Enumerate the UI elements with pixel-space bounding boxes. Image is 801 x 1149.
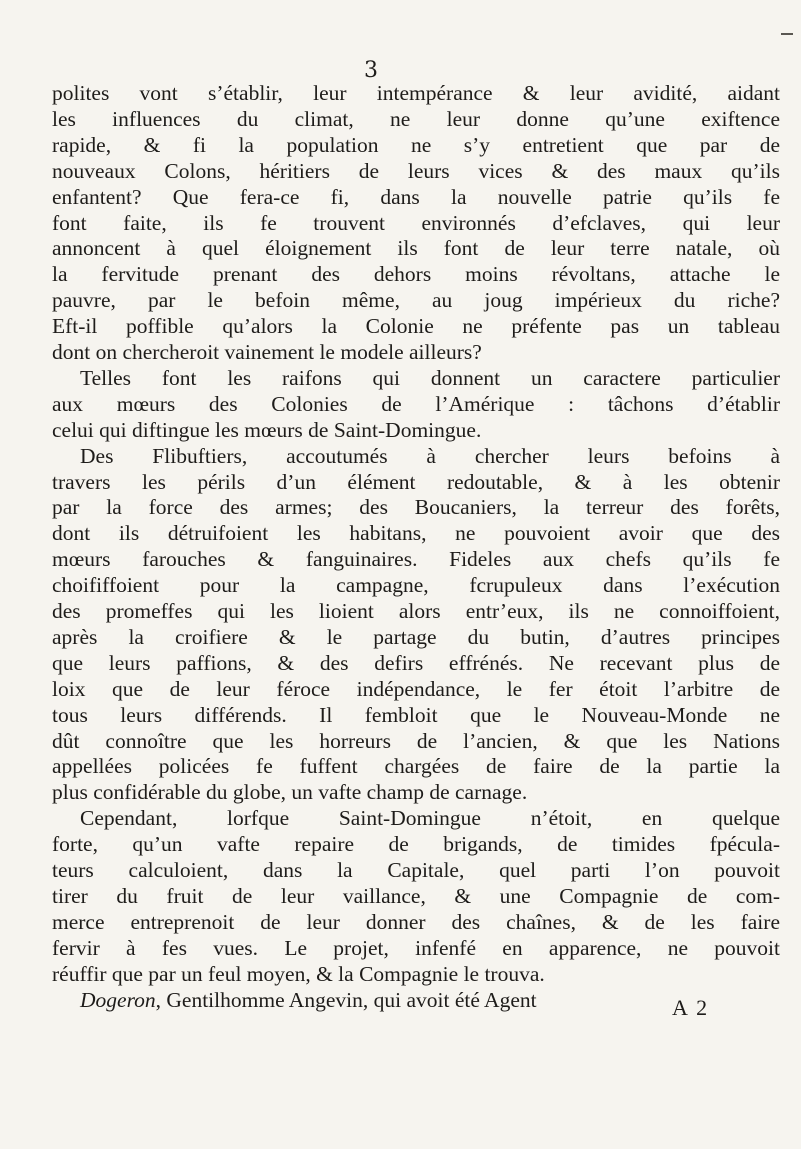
text-line: teurs calculoient, dans la Capitale, quel parti l’on pouvoit [52,858,780,882]
text-line: aux mœurs des Colonies de l’Amérique : tâchons d’établir [52,391,780,416]
text-line: pauvre, par le befoin même, au joug impérieux du riche? [52,288,780,313]
text-line: celui qui diftingue les mœurs de Saint-Domingue. [52,417,482,442]
text-line: que leurs paffions, & des defirs effrénés. Ne recevant plus de [52,650,780,675]
text-line: choififfoient pour la campagne, fcrupuleux dans l’exécution [52,573,780,598]
text-line: nouveaux Colons, héritiers de leurs vices & des maux qu’ils [52,158,780,183]
text-line: Des Flibuftiers, accoutumés à chercher leurs befoins à [80,443,780,468]
text-line: plus confidérable du globe, un vafte champ de carnage. [52,780,528,805]
italic-name: Dogeron [80,987,156,1012]
text-line: tirer du fruit de leur vaillance, & une Compagnie de com- [52,883,780,908]
text-line: appellées policées fe fuffent chargées de faire de la partie la [52,754,780,779]
text-line: fervir à fes vues. Le projet, infenfé en apparence, ne pouvoit [52,935,780,960]
corner-mark [781,33,793,35]
page-number: 3 [364,58,378,83]
text-line: polites vont s’établir, leur intempérance & leur avidité, aidant [52,81,780,105]
text-line: par la force des armes; des Boucaniers, la terreur des forêts, [52,495,780,520]
text-line: enfantent? Que fera-ce fi, dans la nouvelle patrie qu’ils fe [52,184,780,209]
text-line: réuffir que par un feul moyen, & la Compagnie le trouva. [52,961,545,986]
signature-mark: A 2 [672,995,708,1020]
text-line: dont on chercheroit vainement le modele ailleurs? [52,340,482,364]
text-line: dût connoître que les horreurs de l’ancien, & que les Nations [52,728,780,753]
text-line: des promeffes qui les lioient alors entr’eux, ils ne connoiffoient, [52,599,780,623]
text-line: loix que de leur féroce indépendance, le fer étoit l’arbitre de [52,676,780,701]
text-line: tous leurs différends. Il fembloit que le Nouveau-Monde ne [52,702,780,727]
text-line: Eft-il poffible qu’alors la Colonie ne préfente pas un tableau [52,314,780,339]
text-line: Telles font les raifons qui donnent un caractere particulier [80,365,780,390]
text-line: mœurs farouches & fanguinaires. Fideles aux chefs qu’ils fe [52,547,780,572]
text-line: rapide, & fi la population ne s’y entretient que par de [52,132,780,157]
text-line: font faite, ils fe trouvent environnés d’efclaves, qui leur [52,210,780,235]
text-line: annoncent à quel éloignement ils font de leur terre natale, où [52,236,780,261]
text-line: forte, qu’un vafte repaire de brigands, de timides fpécula- [52,832,780,857]
text-line: merce entreprenoit de leur donner des chaînes, & de les faire [52,909,780,934]
text-line: Dogeron, Gentilhomme Angevin, qui avoit été Agent [80,987,537,1012]
text-line: travers les périls d’un élément redoutable, & à les obtenir [52,469,780,494]
text-line: Cependant, lorfque Saint-Domingue n’étoit, en quelque [80,806,780,831]
text-line: les influences du climat, ne leur donne qu’une exiftence [52,106,780,131]
text-line: la fervitude prenant des dehors moins révoltans, attache le [52,262,780,287]
text-line: après la croifiere & le partage du butin, d’autres principes [52,624,780,649]
text-line: dont ils détruifoient les habitans, ne pouvoient avoir que des [52,521,780,546]
